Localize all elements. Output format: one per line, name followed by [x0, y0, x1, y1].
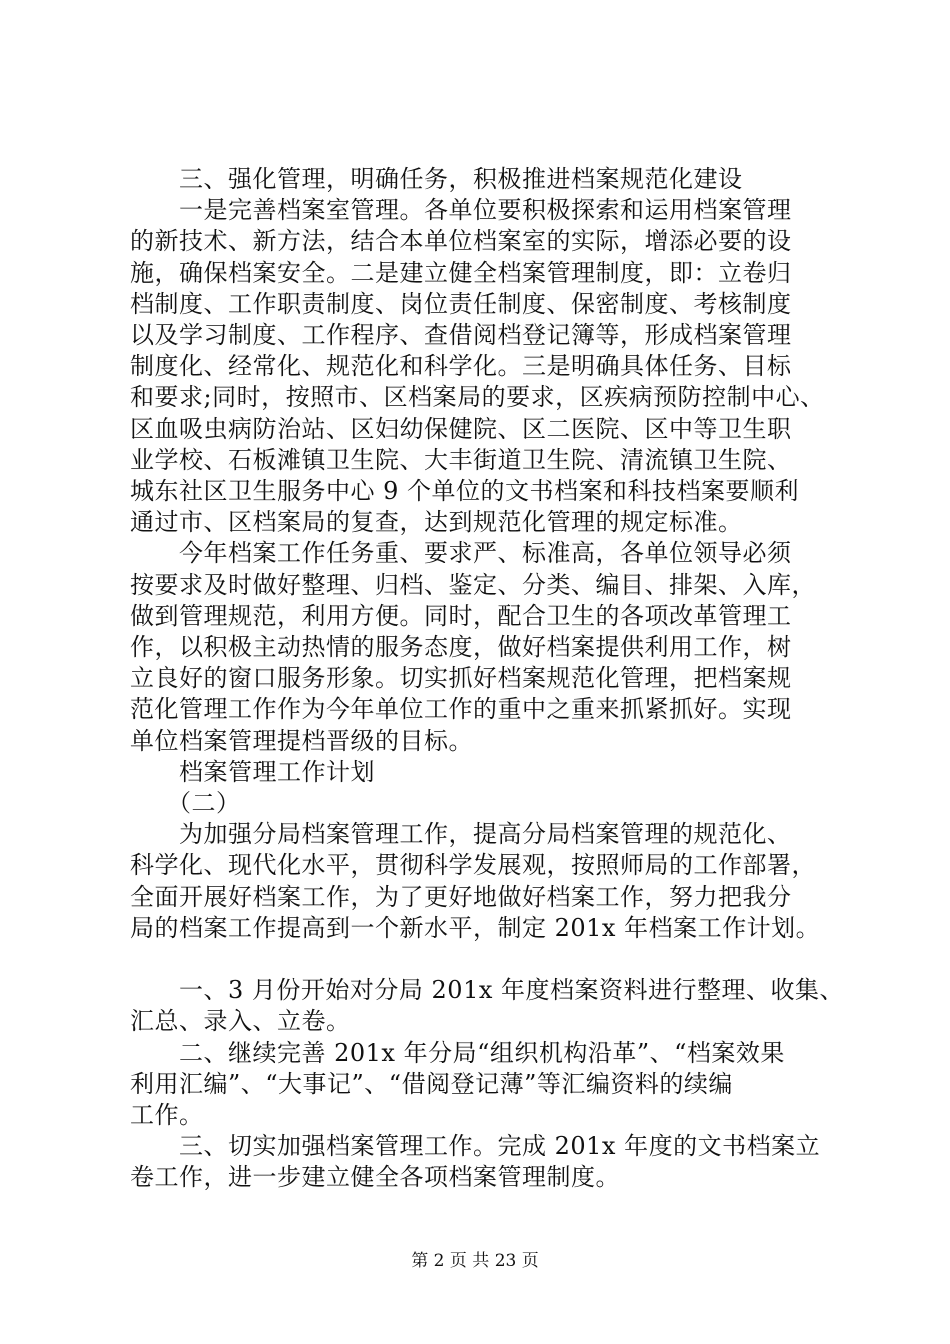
section-subheading: （二） [130, 789, 241, 817]
text-line: 区血吸虫病防治站、区妇幼保健院、区二医院、区中等卫生职 [130, 414, 792, 443]
text-line: 的新技术、新方法，结合本单位档案室的实际，增添必要的设 [130, 227, 792, 256]
text-line: 以及学习制度、工作程序、查借阅档登记簿等，形成档案管理 [130, 321, 792, 349]
text-line: 城东社区卫生服务中心 9 个单位的文书档案和科技档案要顺利 [130, 477, 800, 505]
text-line: 施，确保档案安全。二是建立健全档案管理制度，即：立卷归 [130, 258, 792, 287]
page-number: 第 2 页 共 23 页 [411, 1251, 539, 1271]
text-line: 一是完善档案室管理。各单位要积极探索和运用档案管理 [130, 196, 792, 225]
text-line: 今年档案工作任务重、要求严、标准高，各单位领导必须 [130, 539, 792, 568]
text-line: 范化管理工作作为今年单位工作的重中之重来抓紧抓好。实现 [130, 695, 792, 724]
text-line: 卷工作，进一步建立健全各项档案管理制度。 [130, 1163, 620, 1192]
text-line: 一、3 月份开始对分局 201x 年度档案资料进行整理、收集、 [130, 976, 844, 1005]
text-line: 局的档案工作提高到一个新水平，制定 201x 年档案工作计划。 [130, 913, 821, 942]
text-line: 业学校、石板滩镇卫生院、大丰街道卫生院、清流镇卫生院、 [130, 445, 792, 474]
section-heading: 档案管理工作计划 [130, 757, 375, 786]
text-line: 全面开展好档案工作，为了更好地做好档案工作，努力把我分 [130, 882, 792, 911]
text-line: 档制度、工作职责制度、岗位责任制度、保密制度、考核制度 [130, 289, 792, 318]
text-line: 和要求;同时，按照市、区档案局的要求，区疾病预防控制中心、 [130, 383, 825, 412]
text-line: 二、继续完善 201x 年分局“组织机构沿革”、“档案效果 [130, 1038, 785, 1067]
text-line: 立良好的窗口服务形象。切实抓好档案规范化管理，把档案规 [130, 664, 792, 693]
text-line: 三、强化管理，明确任务，积极推进档案规范化建设 [130, 165, 743, 193]
text-line: 按要求及时做好整理、归档、鉴定、分类、编目、排架、入库， [130, 570, 816, 599]
text-line: 为加强分局档案管理工作，提高分局档案管理的规范化、 [130, 820, 792, 849]
text-line: 科学化、现代化水平，贯彻科学发展观，按照师局的工作部署， [130, 851, 816, 880]
text-line: 单位档案管理提档晋级的目标。 [130, 726, 473, 755]
text-line: 汇总、录入、立卷。 [130, 1007, 351, 1036]
text-line: 做到管理规范，利用方便。同时，配合卫生的各项改革管理工 [130, 601, 792, 630]
text-line: 工作。 [130, 1101, 204, 1129]
text-line: 作，以积极主动热情的服务态度，做好档案提供利用工作，树 [130, 633, 792, 661]
text-line: 利用汇编”、“大事记”、“借阅登记薄”等汇编资料的续编 [130, 1069, 733, 1098]
text-line: 制度化、经常化、规范化和科学化。三是明确具体任务、目标 [130, 352, 792, 381]
text-line: 三、切实加强档案管理工作。完成 201x 年度的文书档案立 [130, 1132, 821, 1161]
text-line: 通过市、区档案局的复查，达到规范化管理的规定标准。 [130, 508, 743, 537]
